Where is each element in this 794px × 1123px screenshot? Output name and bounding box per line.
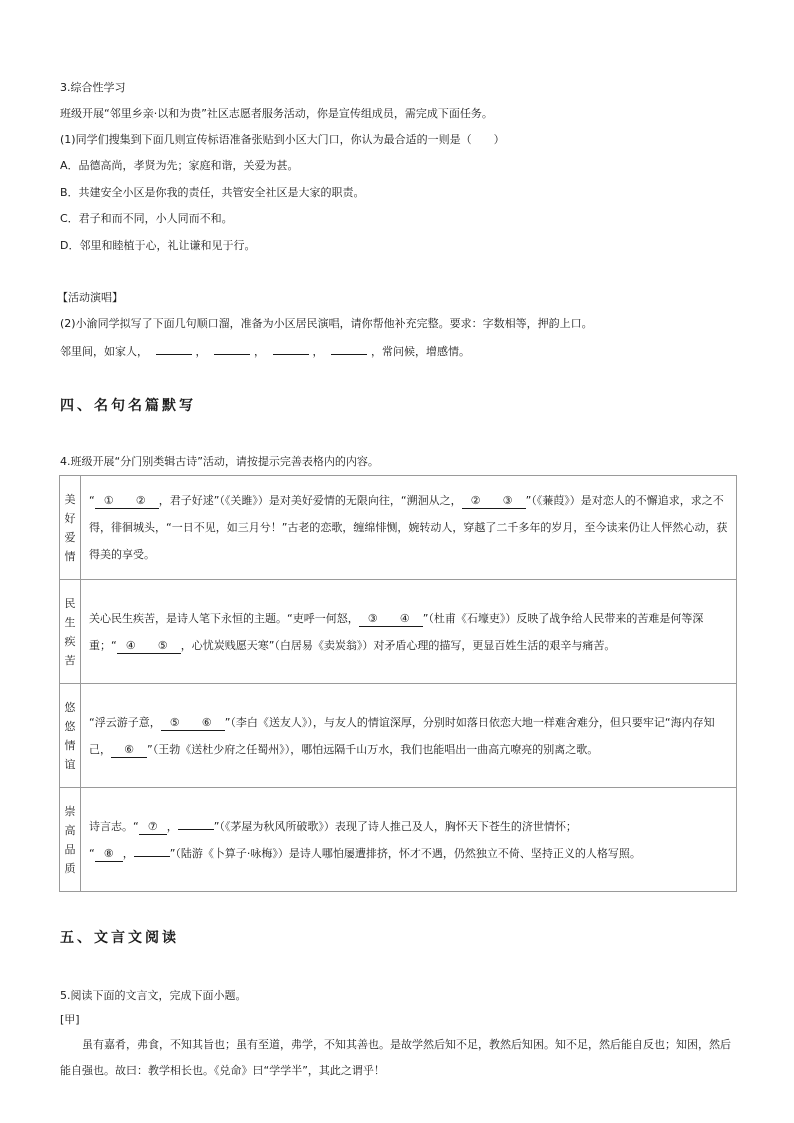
answer-blank[interactable]: ④: [387, 612, 423, 627]
answer-blank[interactable]: ④: [117, 639, 145, 654]
table-row: [60, 476, 737, 580]
q3-option-c: C．君子和而不同，小人同而不和。: [60, 212, 233, 225]
section-heading-5: 五、文言文阅读: [60, 930, 179, 946]
answer-blank[interactable]: ⑤: [145, 639, 181, 654]
category-char: 高: [64, 823, 76, 837]
category-char: 崇: [64, 804, 76, 818]
q3-option-d: D．邻里和睦植于心，礼让谦和见于行。: [60, 239, 256, 252]
passage-tag: [甲]: [60, 1013, 80, 1026]
category-char: 生: [64, 615, 76, 629]
category-char: 好: [64, 511, 76, 525]
category-cell: [60, 684, 81, 788]
row-text: ，君子好逑”（《关雎》）是对美好爱情的无限向往，“溯洄从之，: [158, 494, 462, 507]
q3-intro: 班级开展“邻里乡亲·以和为贵”社区志愿者服务活动，你是宣传组成员，需完成下面任务。: [60, 107, 493, 120]
answer-blank[interactable]: ⑧: [95, 847, 123, 862]
content-cell: [81, 684, 737, 788]
row-text: 诗言志。“: [89, 819, 139, 833]
answer-blank[interactable]: [331, 342, 367, 355]
category-char: 悠: [64, 700, 76, 714]
row-text: “: [89, 494, 95, 507]
row-text: ”（《蒹葭》）是对恋人的不懈追求，求之不得，徘徊城头，“一日不见，如三月兮！”古老的恋歌，缠绵悱恻，婉转动人，穿越了二千多年的岁月，至今读来仍让人怦然心动，获得美的享受。: [89, 494, 728, 561]
poem-table: [59, 475, 737, 892]
answer-blank[interactable]: ⑤: [161, 716, 189, 731]
row-text: ，心忧炭贱愿天寒”（白居易《卖炭翁》）对矛盾心理的描写，更显百姓生活的艰辛与痛苦。: [180, 638, 616, 652]
content-cell: 诗言志。“ ⑦ ， ”（《茅屋为秋风所破歌》）表现了诗人推己及人，胸怀天下苍生的济世情怀； “ ⑧ ， ”（陆游《卜算子·咏梅》）是诗人哪怕屡遭排挤，怀才不遇，仍然独立不倚、坚持正义的人格写照。: [81, 788, 737, 892]
category-cell: [60, 788, 81, 892]
sub2-start: 邻里间，如家人，: [60, 345, 148, 358]
answer-blank[interactable]: [178, 829, 214, 830]
q3-option-a: A．品德高尚，孝贤为先；家庭和谐，关爱为甚。: [60, 159, 299, 172]
category-char: 情: [64, 738, 76, 752]
table-row: [60, 580, 737, 684]
category-char: 民: [64, 596, 76, 610]
q3-sub2: (2)小渝同学拟写了下面几句顺口溜，准备为小区居民演唱，请你帮他补充完整。要求：字数相等，押韵上口。: [60, 317, 593, 330]
comma: ，: [312, 345, 324, 358]
answer-blank[interactable]: ⑥: [189, 716, 225, 731]
answer-blank[interactable]: ③: [359, 612, 387, 627]
q5-intro: 5.阅读下面的文言文，完成下面小题。: [60, 989, 247, 1002]
answer-blank[interactable]: ②: [123, 494, 159, 509]
content-cell: [81, 580, 737, 684]
q3-sub1: (1)同学们搜集到下面几则宣传标语准备张贴到小区大门口，你认为最合适的一则是（ ）: [60, 133, 505, 146]
answer-blank[interactable]: ⑦: [139, 820, 167, 835]
content-cell: [81, 476, 737, 580]
answer-blank[interactable]: ①: [95, 494, 123, 509]
answer-blank[interactable]: [134, 856, 170, 857]
row-text: ”（李白《送友人》），与友人的情谊深厚，分别时如落日依恋大地一样难舍难分，但只要牢记“海内存知己，: [89, 715, 715, 756]
category-cell: [60, 580, 81, 684]
answer-blank[interactable]: [214, 342, 250, 355]
category-char: 美: [64, 492, 76, 506]
category-char: 谊: [64, 757, 76, 771]
category-char: 质: [64, 861, 76, 875]
activity-tag: 【活动演唱】: [57, 291, 123, 304]
comma: ，: [254, 345, 265, 358]
row-text: “浮云游子意，: [89, 715, 161, 729]
answer-blank[interactable]: ⑥: [111, 743, 147, 758]
row-text: ”（王勃《送杜少府之任蜀州》），哪怕远隔千山万水，我们也能唱出一曲高亢嘹亮的别离之歌。: [147, 742, 599, 756]
q4-intro: 4.班级开展“分门别类辑古诗”活动，请按提示完善表格内的内容。: [60, 455, 379, 468]
q3-sub2-answer-line: [60, 342, 470, 360]
row-text: ”（《茅屋为秋风所破歌》）表现了诗人推己及人，胸怀天下苍生的济世情怀；: [213, 819, 577, 833]
table-row: [60, 788, 737, 892]
section-heading-4: 四、名句名篇默写: [60, 398, 196, 414]
answer-blank[interactable]: [273, 342, 309, 355]
q3-title: 3.综合性学习: [60, 81, 126, 94]
row-text: ”（陆游《卜算子·咏梅》）是诗人哪怕屡遭排挤，怀才不遇，仍然独立不倚、坚持正义的人格写照。: [169, 846, 641, 860]
category-char: 疾: [64, 634, 76, 648]
category-char: 悠: [64, 719, 76, 733]
answer-blank[interactable]: [156, 342, 192, 355]
passage-text: 虽有嘉肴，弗食，不知其旨也；虽有至道，弗学，不知其善也。是故学然后知不足，教然后知困。知不足，然后能自反也；知困，然后能自强也。故曰：教学相长也。《兑命》曰“学学半”，其此之谓乎！: [60, 1038, 731, 1077]
category-cell: [60, 476, 81, 580]
comma: ，: [195, 345, 207, 358]
table-row: [60, 684, 737, 788]
category-char: 苦: [64, 653, 76, 667]
q3-option-b: B．共建安全小区是你我的责任，共管安全社区是大家的职责。: [60, 186, 365, 199]
category-char: 爱: [64, 530, 76, 544]
sub2-end: ，常问候，增感情。: [371, 345, 470, 358]
answer-blank[interactable]: ③: [490, 494, 526, 509]
row-text: “: [89, 846, 95, 860]
row-text: ”（杜甫《石壕吏》）反映了战争给人民带来的苦难是何等深重；“: [89, 611, 704, 652]
category-char: 品: [64, 842, 76, 856]
answer-blank[interactable]: ②: [462, 494, 490, 509]
row-text: 关心民生疾苦，是诗人笔下永恒的主题。“吏呼一何怒，: [89, 611, 359, 625]
category-char: 情: [64, 549, 76, 563]
